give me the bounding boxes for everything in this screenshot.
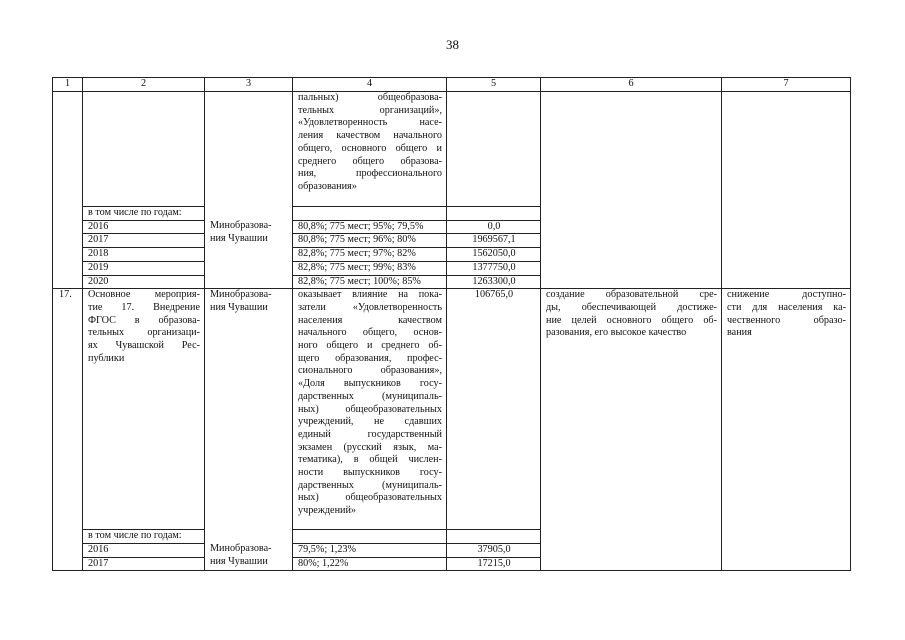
row16-executor [205, 220, 293, 289]
text-line: дарственных (муниципаль- [298, 479, 442, 491]
amount-cell: 0,0 [447, 220, 541, 234]
empty-cell [447, 207, 541, 221]
indicator-cell: 82,8%; 775 мест; 100%; 85% [293, 275, 447, 289]
indicator-cell: 82,8%; 775 мест; 99%; 83% [293, 261, 447, 275]
text-line: общего, основного общего и [298, 142, 442, 154]
text-line: разования, его высокое качество [546, 327, 687, 339]
empty-cell [293, 207, 447, 221]
col-number-5: 5 [447, 78, 541, 92]
text-line: сионального образования», [298, 365, 442, 377]
text-line: затели «Удовлетворенность [298, 301, 442, 313]
year-cell: 2019 [83, 261, 205, 275]
text-line: ФГОС в образова- [88, 314, 200, 326]
text-line: ности выпускников госу- [298, 467, 442, 479]
text-line: единый государственный [298, 428, 442, 440]
text-line: ды, обеспечивающей достиже- [546, 301, 717, 313]
text-line: снижение доступно- [727, 289, 846, 301]
amount-cell: 1377750,0 [447, 261, 541, 275]
text-line: ния Чувашии [210, 232, 268, 244]
text-line: публики [88, 352, 125, 364]
text-line: пальных) общеобразова- [298, 92, 442, 103]
text-line: населения качеством [298, 314, 442, 326]
text-line: учреждений» [298, 505, 357, 517]
row17-risk [722, 289, 851, 571]
row17-goal [541, 289, 722, 571]
text-line: создание образовательной сре- [546, 289, 717, 301]
indicator-cell: 79,5%; 1,23% [293, 543, 447, 557]
text-line: образования» [298, 180, 357, 192]
amount-cell: 1969567,1 [447, 234, 541, 248]
year-cell: 2020 [83, 275, 205, 289]
row17-amount: 106765,0 [447, 289, 541, 530]
text-line: учреждений, не сдавших [298, 416, 442, 428]
text-line: Минобразова- [210, 220, 272, 232]
empty-cell [293, 530, 447, 544]
years-label: в том числе по годам: [83, 207, 205, 221]
text-line: оказывает влияние на пока- [298, 289, 442, 301]
text-line: тельных организаций», [298, 104, 442, 116]
table-row-17 [53, 289, 851, 530]
row16-number-cell [53, 92, 83, 289]
text-line: «Удовлетворенность насе- [298, 117, 442, 129]
indicator-cell: 80%; 1,22% [293, 557, 447, 571]
text-line: щего образования, профес- [298, 352, 442, 364]
page-number: 38 [446, 37, 459, 52]
text-line: ях Чувашской Рес- [88, 340, 200, 352]
indicator-cell: 80,8%; 775 мест; 95%; 79,5% [293, 220, 447, 234]
text-line: тие 17. Внедрение [88, 301, 200, 313]
text-line: чественного образо- [727, 314, 846, 326]
amount-cell: 17215,0 [447, 557, 541, 571]
text-line: «Доля выпускников госу- [298, 378, 442, 390]
column-number-row [53, 78, 851, 92]
col-number-1: 1 [53, 78, 83, 92]
row16-measure-cell [83, 92, 205, 207]
year-cell: 2018 [83, 248, 205, 262]
row17-executor-spacer [205, 530, 293, 544]
row17-influence-text [293, 289, 447, 530]
text-line: ния Чувашии [210, 556, 268, 568]
text-line: ных) общеобразовательных [298, 403, 442, 415]
program-table [52, 77, 851, 571]
text-line: тельных организаци- [88, 327, 200, 339]
table-row-16-continuation [53, 92, 851, 207]
row17-executor [205, 543, 293, 570]
row16-goal-cell [541, 92, 722, 289]
year-cell: 2017 [83, 234, 205, 248]
text-line: сти для населения ка- [727, 301, 846, 313]
amount-cell: 37905,0 [447, 543, 541, 557]
row16-executor-cell [205, 92, 293, 207]
row16-executor-spacer [205, 207, 293, 221]
text-line: дарственных (муниципаль- [298, 390, 442, 402]
text-line: вания [727, 327, 752, 339]
col-number-2: 2 [83, 78, 205, 92]
row17-number: 17. [53, 289, 83, 571]
row16-influence-text [293, 92, 447, 207]
text-line: среднего общего образова- [298, 155, 442, 167]
year-cell: 2017 [83, 557, 205, 571]
row16-risk-cell [722, 92, 851, 289]
row17-measure [83, 289, 205, 530]
text-line: ных) общеобразовательных [298, 492, 442, 504]
text-line: Минобразова- [210, 543, 272, 555]
text-line: Минобразова- [210, 289, 272, 301]
col-number-6: 6 [541, 78, 722, 92]
years-label: в том числе по годам: [83, 530, 205, 544]
text-line: тематика), в общей числен- [298, 454, 442, 466]
text-line: Основное мероприя- [88, 289, 200, 301]
indicator-cell: 80,8%; 775 мест; 96%; 80% [293, 234, 447, 248]
col-number-7: 7 [722, 78, 851, 92]
text-line: ного общего и среднего об- [298, 340, 442, 352]
year-cell: 2016 [83, 543, 205, 557]
col-number-3: 3 [205, 78, 293, 92]
text-line: ние целей основного общего об- [546, 314, 717, 326]
row17-executor-top [205, 289, 293, 530]
text-line: ления качеством начального [298, 130, 442, 142]
text-line: начального общего, основ- [298, 327, 442, 339]
text-line: ния, профессионального [298, 168, 442, 180]
amount-cell: 1562050,0 [447, 248, 541, 262]
year-cell: 2016 [83, 220, 205, 234]
col-number-4: 4 [293, 78, 447, 92]
text-line: экзамен (русский язык, ма- [298, 441, 442, 453]
text-line: ния Чувашии [210, 301, 268, 313]
amount-cell: 1263300,0 [447, 275, 541, 289]
empty-cell [447, 530, 541, 544]
row16-amount-cell [447, 92, 541, 207]
indicator-cell: 82,8%; 775 мест; 97%; 82% [293, 248, 447, 262]
